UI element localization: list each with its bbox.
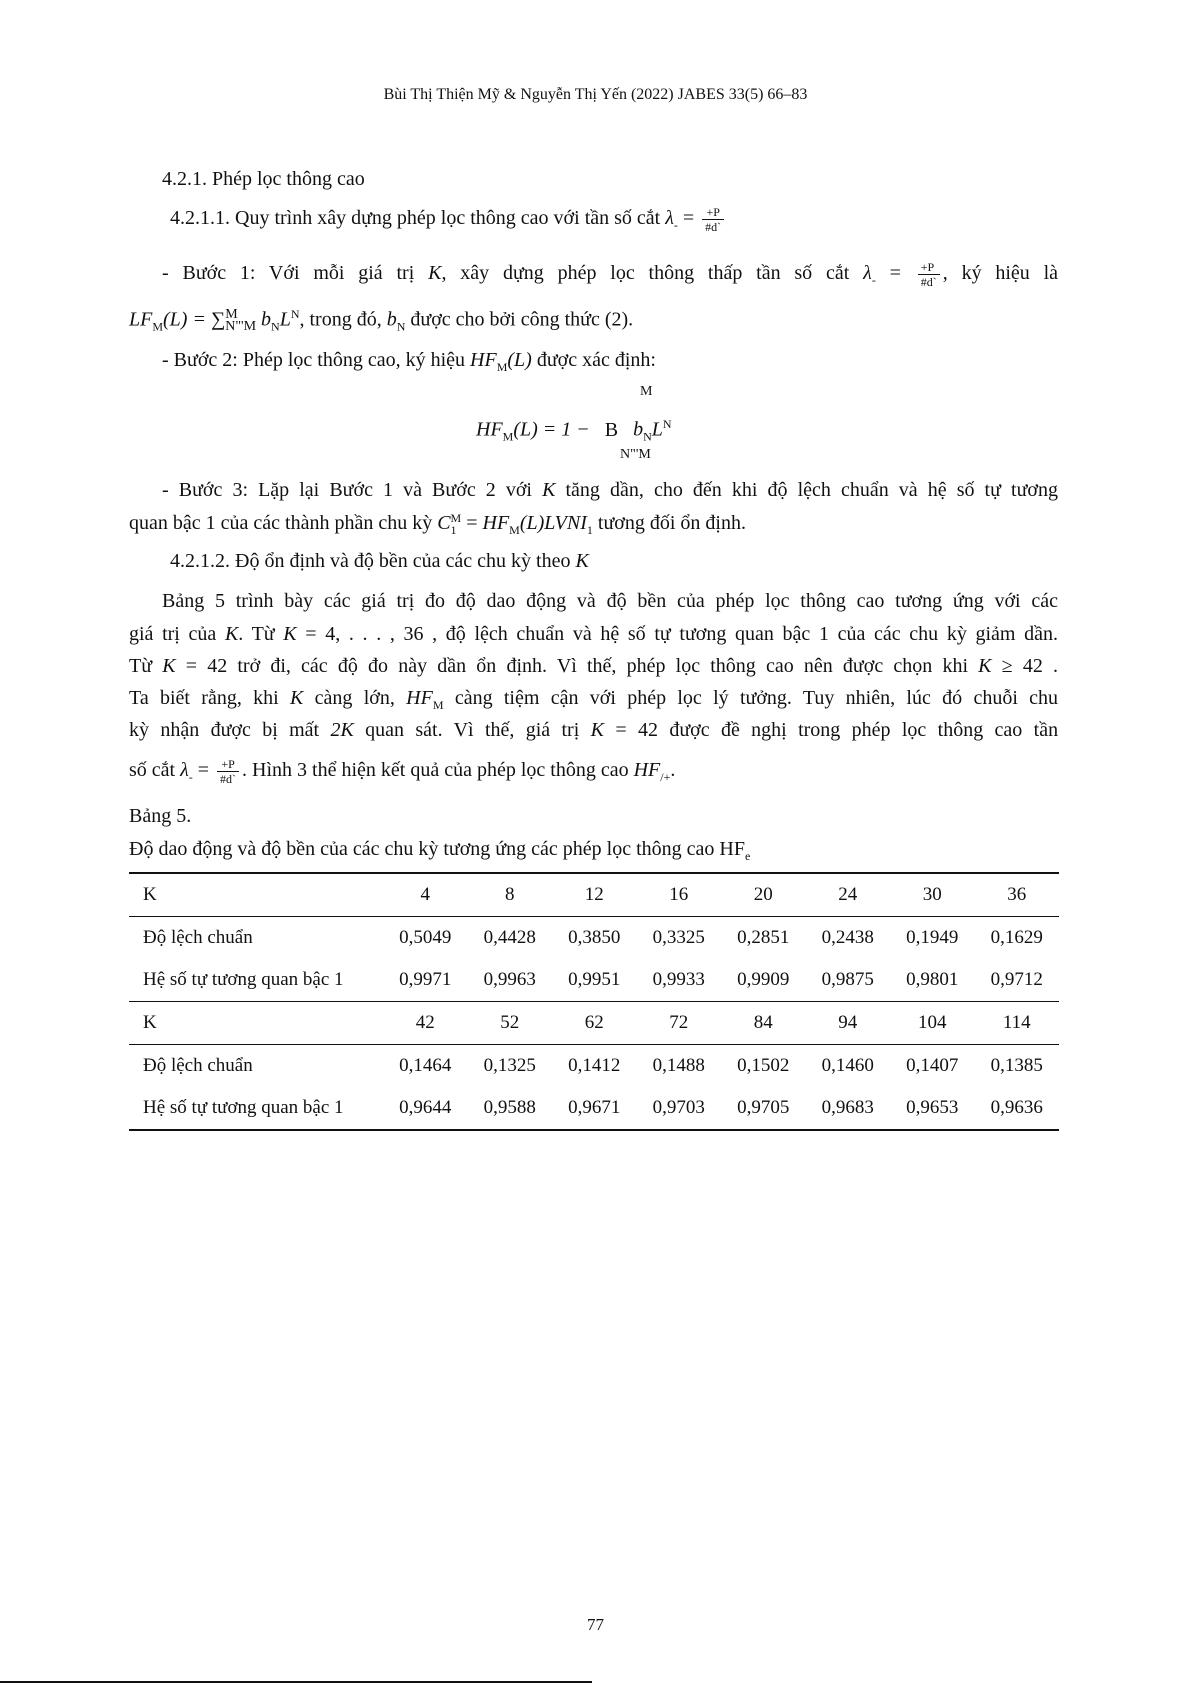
table-cell: 24 <box>806 873 891 917</box>
table-cell: 0,1464 <box>399 1055 452 1076</box>
table-cell: 0,1460 <box>821 1055 874 1076</box>
table-row-label: Hệ số tự tương quan bậc 1 <box>129 1087 383 1130</box>
table-cell: 0,1325 <box>483 1055 536 1076</box>
page-number: 77 <box>587 1615 604 1634</box>
paragraph-line-2: giá trị của K. Từ K = 4, . . . , 36 , độ lệch chuẩn và hệ số tự tương quan bậc 1 của các chu kỳ giảm dần. <box>129 623 1059 645</box>
subsection-heading-2: 4.2.1.2. Độ ổn định và độ bền của các chu kỳ theo K <box>170 550 589 572</box>
table-cell: 36 <box>975 873 1060 917</box>
paragraph-line-5: kỳ nhận được bị mất 2K quan sát. Vì thế, giá trị K = 42 được đề nghị trong phép lọc thông cao tần <box>129 719 1059 741</box>
table-cell: 0,9875 <box>806 959 891 1002</box>
step3-line2: quan bậc 1 của các thành phần chu kỳ C M 1 = $HF_M(L)LVNI_1$ tương đối ổn định. <box>129 511 746 538</box>
step1-line2: $LF_M(L)$ = ∑ M N"'M $b_NL^N$, trong đó, $b_N$ được cho bởi công thức (2). <box>129 307 634 335</box>
table-cell: 0,1949 <box>906 927 959 948</box>
table-cell: 20 <box>721 873 806 917</box>
table-cell: 0,9671 <box>552 1087 637 1130</box>
table-cell: 42 <box>383 1002 468 1045</box>
table-cell: 0,9636 <box>975 1087 1060 1130</box>
table-label: Bảng 5. <box>129 805 192 827</box>
table-cell: 0,9951 <box>552 959 637 1002</box>
table-cell: 0,9712 <box>975 959 1060 1002</box>
table-cell: 0,9933 <box>637 959 722 1002</box>
table-row-label: Hệ số tự tương quan bậc 1 <box>129 959 383 1002</box>
step2-line: - Bước 2: Phép lọc thông cao, ký hiệu $HF_M(L)$ được xác định: <box>162 349 656 374</box>
table-row-label: Độ lệch chuẩn <box>143 1055 253 1076</box>
table-row <box>129 1045 1059 1088</box>
table-row <box>129 873 1059 917</box>
footer-rule <box>0 1681 592 1683</box>
table-cell: 114 <box>975 1002 1060 1045</box>
table-cell: 0,2851 <box>737 927 790 948</box>
running-header: Bùi Thị Thiện Mỹ & Nguyễn Thị Yến (2022) JABES 33(5) 66–83 <box>383 86 808 103</box>
table-cell: 52 <box>468 1002 553 1045</box>
paragraph-line-6: số cắt $\lambda_-$ = $\frac{+P}{\#d`}$ . Hình 3 thể hiện kết quả của phép lọc thông cao $HF_{/+}$. <box>129 756 676 786</box>
table-cell: 16 <box>637 873 722 917</box>
table-cell: 0,9909 <box>721 959 806 1002</box>
table-cell: 0,9588 <box>468 1087 553 1130</box>
formula-upper-limit: M <box>640 384 653 399</box>
table-cell: 0,9653 <box>890 1087 975 1130</box>
table-cell: 0,9801 <box>890 959 975 1002</box>
table-cell: 8 <box>468 873 553 917</box>
table-row-label: K <box>129 873 383 917</box>
table-cell: 0,5049 <box>399 927 452 948</box>
table-row-label: Độ lệch chuẩn <box>143 927 253 948</box>
table-cell: 0,1629 <box>990 927 1043 948</box>
table-cell: 0,9963 <box>468 959 553 1002</box>
table-cell: 0,9705 <box>721 1087 806 1130</box>
table-cell: 0,9683 <box>806 1087 891 1130</box>
table-cell: 104 <box>890 1002 975 1045</box>
highpass-formula: $HF_M(L) = 1 - B$ $b_NL^N$ <box>476 417 672 444</box>
table-caption: Độ dao động và độ bền của các chu kỳ tương ứng các phép lọc thông cao $HF_e$ <box>129 838 751 863</box>
table-cell: 0,9971 <box>383 959 468 1002</box>
table-cell: 94 <box>806 1002 891 1045</box>
table-cell: 4 <box>383 873 468 917</box>
table-row <box>129 1002 1059 1045</box>
section-heading: 4.2.1. Phép lọc thông cao <box>162 168 365 190</box>
cutoff-fraction: $\frac{+P}{\#d`}$ <box>702 205 724 234</box>
paragraph-line-4: Ta biết rằng, khi K càng lớn, $HF_M$ càng tiệm cận với phép lọc lý tưởng. Tuy nhiên, lúc đó chuỗi chu <box>129 687 1059 712</box>
step3-line1: - Bước 3: Lặp lại Bước 1 và Bước 2 với K tăng dần, cho đến khi độ lệch chuẩn và hệ số tự tương <box>162 479 1058 501</box>
table-row <box>129 1087 1059 1130</box>
table-row <box>129 917 1059 960</box>
table-cell: 72 <box>637 1002 722 1045</box>
table-cell: 0,4428 <box>483 927 536 948</box>
paragraph-line-3: Từ K = 42 trở đi, các độ đo này dần ổn định. Vì thế, phép lọc thông cao nên được chọn khi K ≥ 42 . <box>129 655 1059 677</box>
table-cell: 0,1488 <box>652 1055 705 1076</box>
table-cell: 30 <box>890 873 975 917</box>
table-cell: 62 <box>552 1002 637 1045</box>
table-cell: 0,1385 <box>990 1055 1043 1076</box>
table-cell: 0,9703 <box>637 1087 722 1130</box>
formula-lower-limit: N"'M <box>620 447 651 462</box>
paragraph-line-1: Bảng 5 trình bày các giá trị đo độ dao động và độ bền của phép lọc thông cao tương ứng với các <box>162 590 1058 612</box>
table-cell: 0,1502 <box>737 1055 790 1076</box>
table-cell: 0,1407 <box>906 1055 959 1076</box>
table-row <box>129 959 1059 1002</box>
table-row-label: K <box>129 1002 383 1045</box>
table-cell: 0,3850 <box>568 927 621 948</box>
table-cell: 12 <box>552 873 637 917</box>
step1-line1: - Bước 1: Với mỗi giá trị K, xây dựng phép lọc thông thấp tần số cắt $\lambda_-$ = $\frac{+P}{\#d`}$ , ký hiệu là <box>162 259 1059 289</box>
subsection-heading-1: 4.2.1.1. Quy trình xây dựng phép lọc thông cao với tần số cắt $\lambda_-$ = $\frac{+P}{\#d`}$ <box>170 204 727 239</box>
table-cell: 0,1412 <box>568 1055 621 1076</box>
table-cell: 84 <box>721 1002 806 1045</box>
table-cell: 0,9644 <box>383 1087 468 1130</box>
table-cell: 0,3325 <box>652 927 705 948</box>
stability-table <box>129 872 1059 1131</box>
table-cell: 0,2438 <box>821 927 874 948</box>
